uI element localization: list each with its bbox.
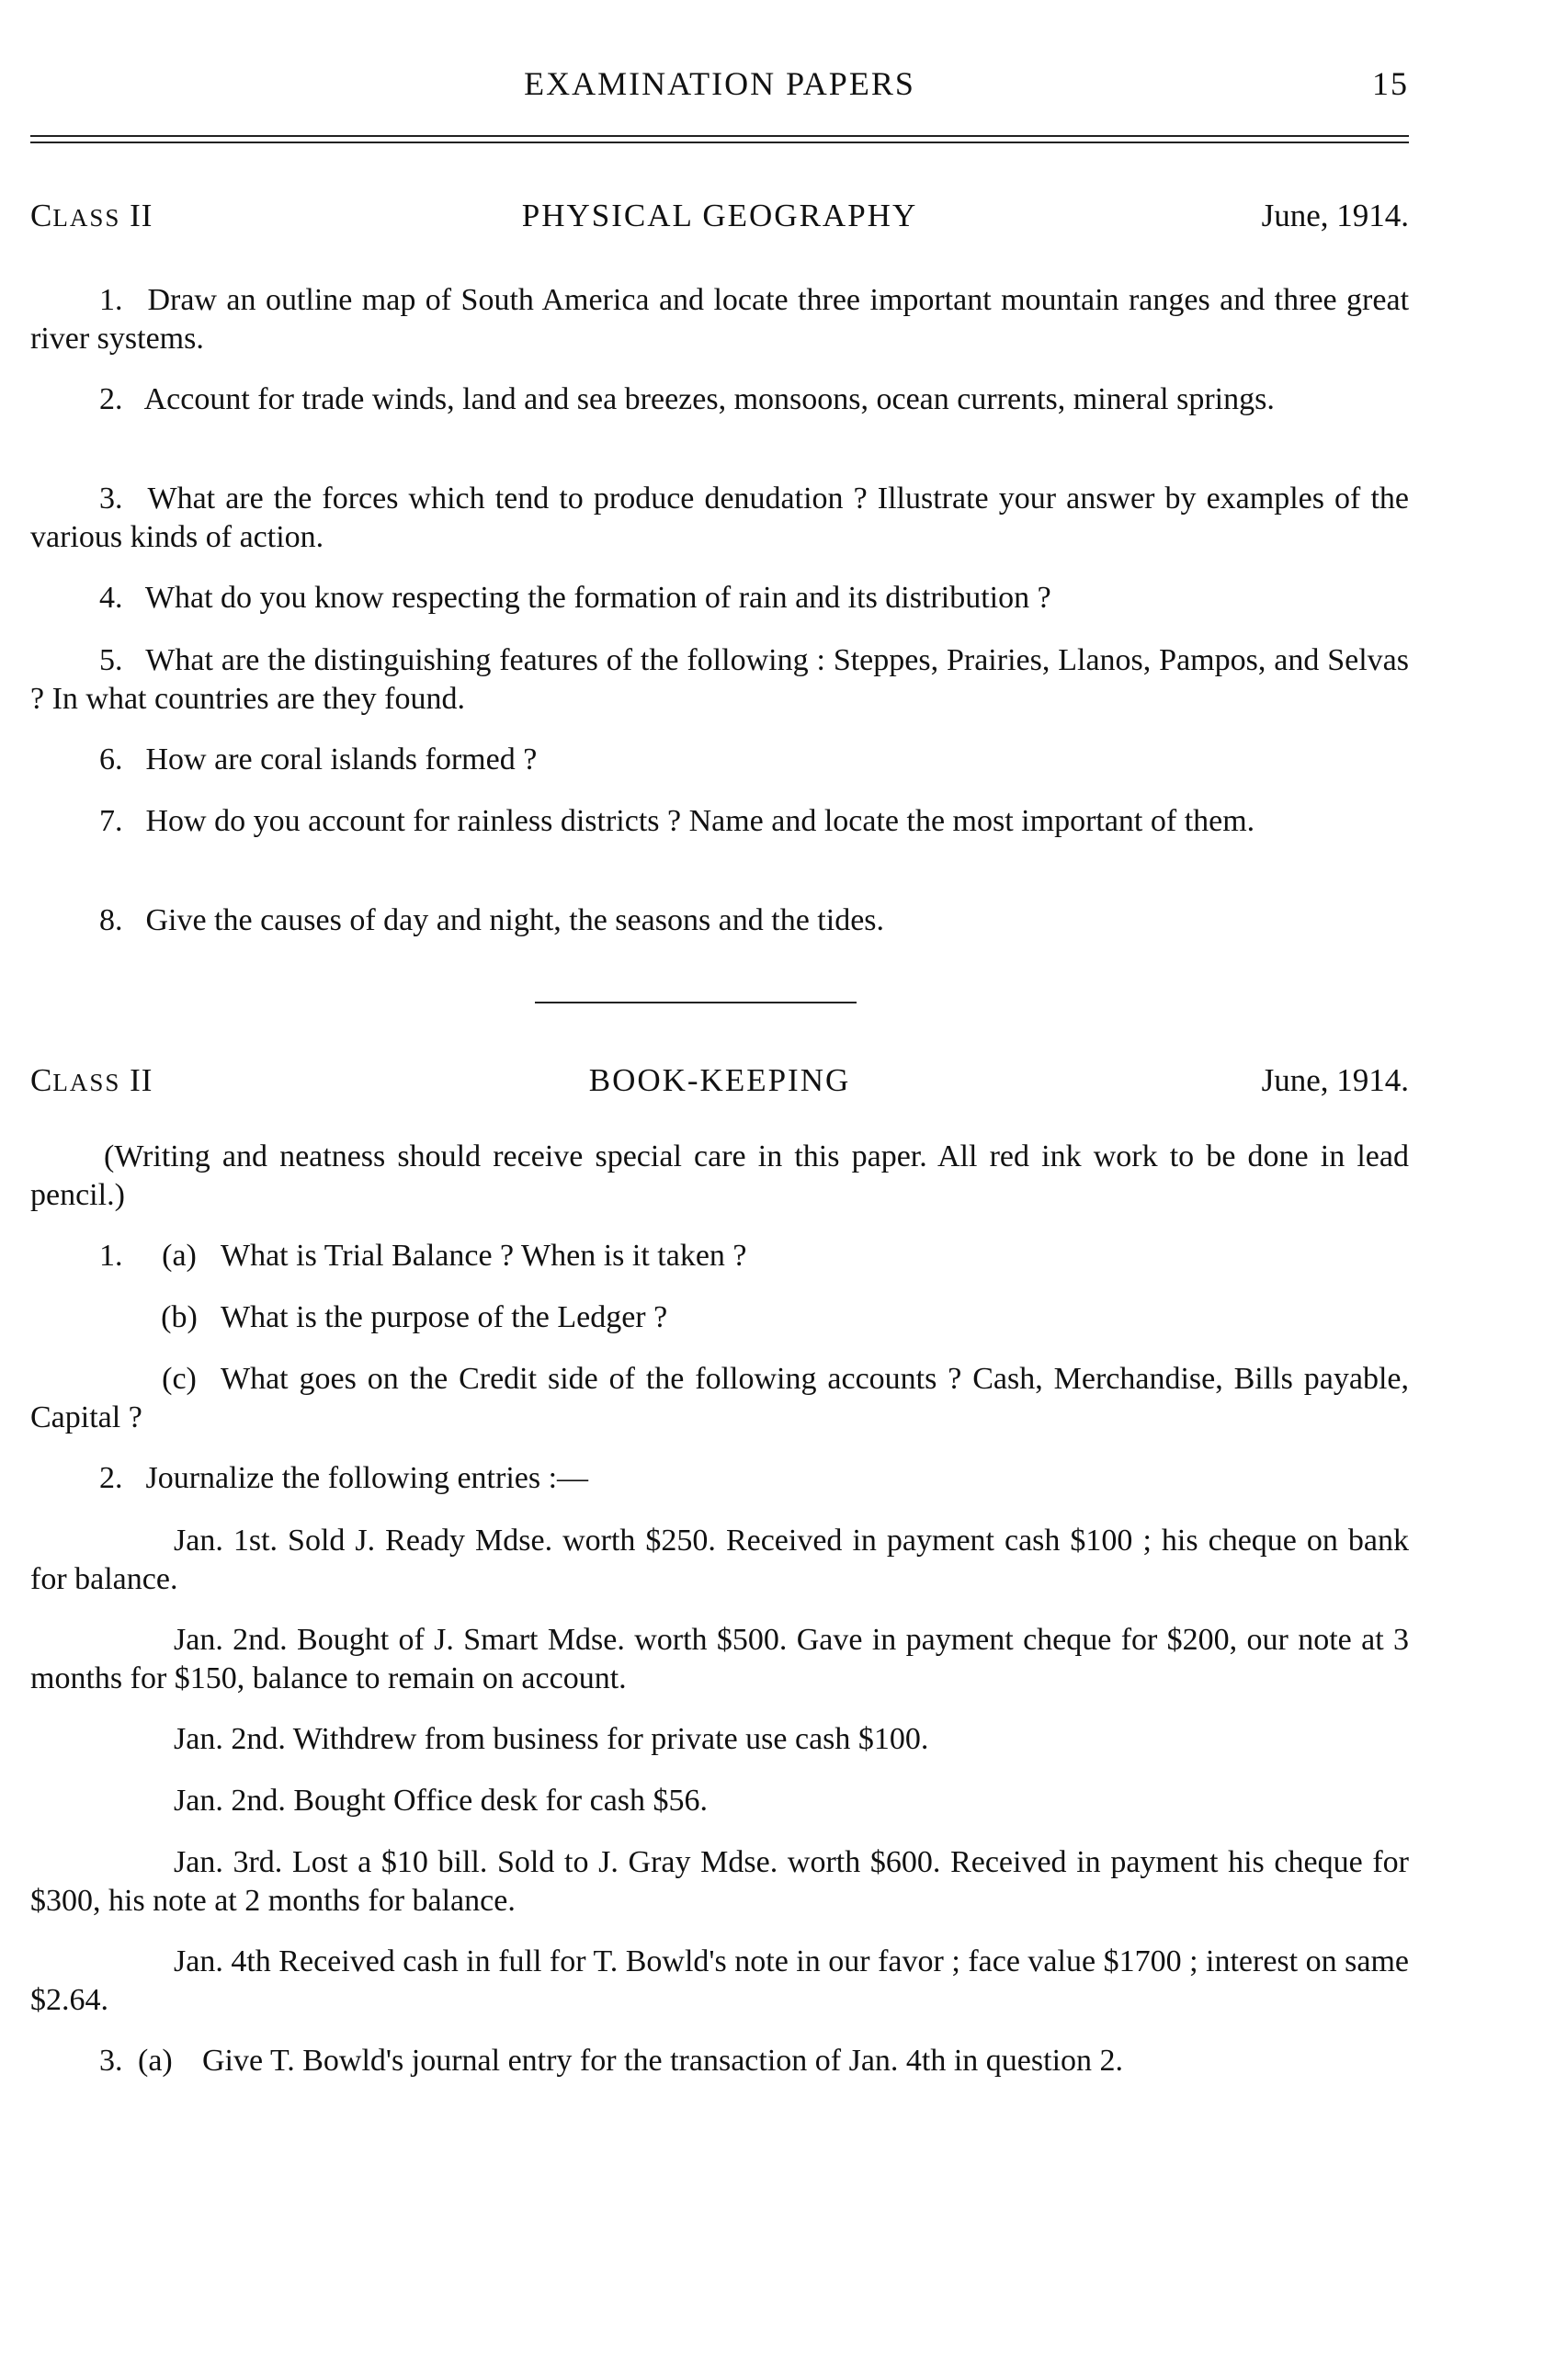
journal-entry <box>30 1843 1409 1921</box>
instructions <box>30 1138 1409 1215</box>
question-3 <box>30 480 1409 557</box>
entry-text: Jan. 2nd. Bought of J. Smart Mdse. worth $500. Gave in payment cheque for $200, our note at 3 months for $150, balance to remain on account. <box>30 1623 1409 1695</box>
exam-date: June, 1914. <box>1261 198 1409 233</box>
question-number: 2. <box>99 382 123 416</box>
section-divider <box>535 1002 857 1003</box>
section-heading-book-keeping <box>30 1062 1409 1108</box>
question-1b <box>30 1298 1409 1337</box>
question-2 <box>30 1459 1409 1498</box>
entry-text: Jan. 3rd. Lost a $10 bill. Sold to J. Gray Mdse. worth $600. Received in payment his cheque for $300, his note at 2 months for balance. <box>30 1845 1409 1918</box>
subquestion-label: (a) <box>138 2044 173 2078</box>
class-label-initial: C <box>30 1062 53 1098</box>
question-text: How are coral islands formed ? <box>145 742 538 776</box>
header-double-rule <box>30 135 1409 143</box>
class-label-smallcaps: LASS <box>52 204 121 232</box>
question-number: 1. <box>99 283 123 317</box>
question-1 <box>30 281 1409 358</box>
entry-text: Jan. 1st. Sold J. Ready Mdse. worth $250. Received in payment cash $100 ; his cheque on bank for balance. <box>30 1524 1409 1596</box>
journal-entry <box>30 1522 1409 1599</box>
question-number: 5. <box>99 643 123 677</box>
entry-text: Jan. 2nd. Bought Office desk for cash $56. <box>174 1784 709 1818</box>
question-number: 1. <box>99 1239 123 1273</box>
question-number: 6. <box>99 742 123 776</box>
question-4 <box>30 579 1409 618</box>
question-7 <box>30 802 1409 841</box>
entry-text: Jan. 4th Received cash in full for T. Bowld's note in our favor ; face value $1700 ; interest on same $2.64. <box>30 1944 1409 2017</box>
question-text: What is the purpose of the Ledger ? <box>221 1300 668 1334</box>
running-title: EXAMINATION PAPERS <box>524 65 915 102</box>
subject-title: BOOK-KEEPING <box>588 1062 851 1098</box>
class-number: II <box>130 1062 153 1098</box>
question-number: 4. <box>99 581 123 615</box>
exam-date: June, 1914. <box>1261 1062 1409 1098</box>
question-1a <box>30 1237 1409 1275</box>
question-5 <box>30 641 1409 719</box>
journal-entry <box>30 1782 1409 1820</box>
question-text: Account for trade winds, land and sea breezes, monsoons, ocean currents, mineral springs. <box>143 382 1275 416</box>
journal-entry <box>30 1621 1409 1698</box>
question-text: Journalize the following entries :— <box>145 1461 589 1495</box>
question-text: Give the causes of day and night, the seasons and the tides. <box>145 903 885 937</box>
question-text: Give T. Bowld's journal entry for the transaction of Jan. 4th in question 2. <box>202 2044 1124 2078</box>
question-3a <box>30 2042 1409 2080</box>
question-number: 7. <box>99 804 123 838</box>
journal-entry <box>30 1943 1409 2020</box>
section-heading-physical-geography <box>30 198 1409 244</box>
class-number: II <box>130 198 153 233</box>
class-label-initial: C <box>30 198 53 233</box>
question-text: What goes on the Credit side of the following accounts ? Cash, Merchandise, Bills payable, Capital ? <box>30 1362 1409 1434</box>
running-header <box>30 64 1409 110</box>
question-1c <box>30 1360 1409 1437</box>
question-number: 3. <box>99 2044 123 2078</box>
page-number: 15 <box>1372 65 1409 102</box>
class-label-smallcaps: LASS <box>52 1069 121 1096</box>
question-text: What are the forces which tend to produce denudation ? Illustrate your answer by examples of the various kinds of action. <box>30 482 1410 554</box>
subquestion-label: (b) <box>161 1300 198 1334</box>
question-2 <box>30 380 1409 419</box>
question-number: 8. <box>99 903 123 937</box>
question-text: What do you know respecting the formation of rain and its distribution ? <box>144 581 1051 615</box>
journal-entry <box>30 1720 1409 1759</box>
question-text: How do you account for rainless districts ? Name and locate the most important of them. <box>145 804 1255 838</box>
entry-text: Jan. 2nd. Withdrew from business for private use cash $100. <box>174 1722 929 1756</box>
question-text: Draw an outline map of South America and locate three important mountain ranges and three great river systems. <box>30 283 1410 356</box>
question-6 <box>30 741 1409 779</box>
instructions-text: (Writing and neatness should receive special care in this paper. All red ink work to be done in lead pencil.) <box>30 1139 1409 1212</box>
question-number: 2. <box>99 1461 123 1495</box>
question-number: 3. <box>99 482 123 516</box>
subquestion-label: (c) <box>162 1362 197 1396</box>
question-text: What are the distinguishing features of the following : Steppes, Prairies, Llanos, Pampos, and Selvas ? In what countries are they found. <box>30 643 1409 716</box>
subquestion-label: (a) <box>162 1239 197 1273</box>
question-text: What is Trial Balance ? When is it taken ? <box>221 1239 747 1273</box>
subject-title: PHYSICAL GEOGRAPHY <box>521 198 918 233</box>
question-8 <box>30 901 1409 940</box>
